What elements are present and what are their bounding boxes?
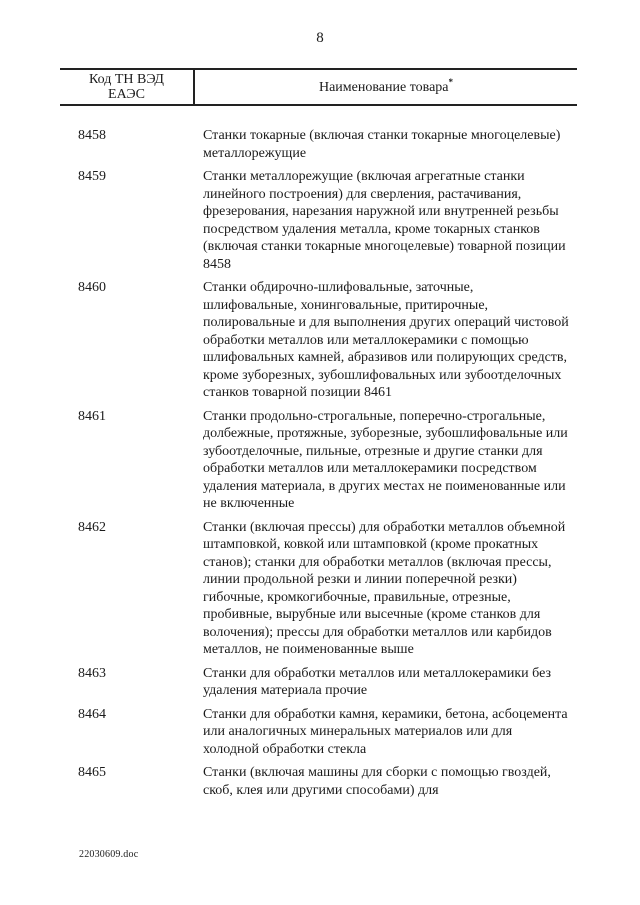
hs-code: 8463 bbox=[78, 665, 106, 681]
hs-code: 8464 bbox=[78, 706, 106, 722]
table-header bbox=[60, 68, 577, 106]
hs-code: 8465 bbox=[78, 765, 106, 780]
table-row bbox=[60, 127, 577, 162]
page-number: 8 bbox=[316, 30, 324, 46]
table-row bbox=[60, 279, 577, 402]
hs-code: 8462 bbox=[78, 519, 106, 535]
product-description: Станки для обработки металлов или металлокерамики без удаления материала прочие bbox=[203, 665, 551, 698]
product-description: Станки токарные (включая станки токарные многоцелевые) металлорежущие bbox=[203, 128, 561, 161]
header-name-text: Наименование товара bbox=[318, 79, 449, 95]
table-row bbox=[60, 408, 577, 513]
goods-table bbox=[60, 68, 577, 805]
hs-code: 8460 bbox=[78, 280, 106, 295]
product-description: Станки продольно-строгальные, поперечно-строгальные, долбежные, протяжные, зуборезные, зубошлифовальные или зубоотделочные, пильные, отрезные и другие станки для обработки металлов или металлокерамики посредством удаления материала, в других местах не поименованные или не включенные bbox=[203, 408, 568, 511]
product-description: Станки для обработки камня, керамики, бетона, асбоцемента или аналогичных минеральных материалов или для холодной обработки стекла bbox=[203, 706, 568, 757]
header-name-column bbox=[195, 70, 577, 104]
document-filename: 22030609.doc bbox=[79, 849, 139, 860]
table-body bbox=[60, 106, 577, 799]
table-row bbox=[60, 168, 577, 273]
footnote-marker: * bbox=[448, 76, 453, 87]
hs-code: 8459 bbox=[78, 169, 106, 184]
product-description: Станки (включая машины для сборки с помощью гвоздей, скоб, клея или другими способами) для bbox=[203, 765, 551, 798]
table-row bbox=[60, 764, 577, 799]
hs-code: 8458 bbox=[78, 128, 106, 143]
header-code-column bbox=[60, 70, 195, 104]
product-description: Станки обдирочно-шлифовальные, заточные, шлифовальные, хонинговальные, притирочные, полировальные и для выполнения других операций чистовой обработки металлов или металлокерамики с помощью шлифовальных камней, абразивов или полирующих средств, кроме зуборезных, зубошлифовальных или зубоотделочных станков товарной позиции 8461 bbox=[203, 280, 569, 400]
header-name-label bbox=[318, 76, 453, 95]
product-description: Станки металлорежущие (включая агрегатные станки линейного построения) для сверления, растачивания, фрезерования, нарезания наружной или внутренней резьбы посредством удаления металла, кроме токарных станков (включая станки токарные многоцелевые) товарной позиции 8458 bbox=[203, 169, 566, 272]
table-row bbox=[60, 706, 577, 759]
table-row bbox=[60, 665, 577, 700]
header-code-label: Код ТН ВЭД ЕАЭС bbox=[89, 72, 164, 102]
table-row bbox=[60, 519, 577, 659]
hs-code: 8461 bbox=[78, 408, 106, 424]
product-description: Станки (включая прессы) для обработки металлов объемной штамповкой, ковкой или штамповкой (кроме прокатных станов); станки для обработки металлов (включая прессы, линии продольной резки и линии поперечной резки) гибочные, кромкогибочные, правильные, отрезные, пробивные, вырубные или высечные (кроме станков для волочения); прессы для обработки металлов или карбидов металлов, не поименованные выше bbox=[203, 519, 566, 657]
